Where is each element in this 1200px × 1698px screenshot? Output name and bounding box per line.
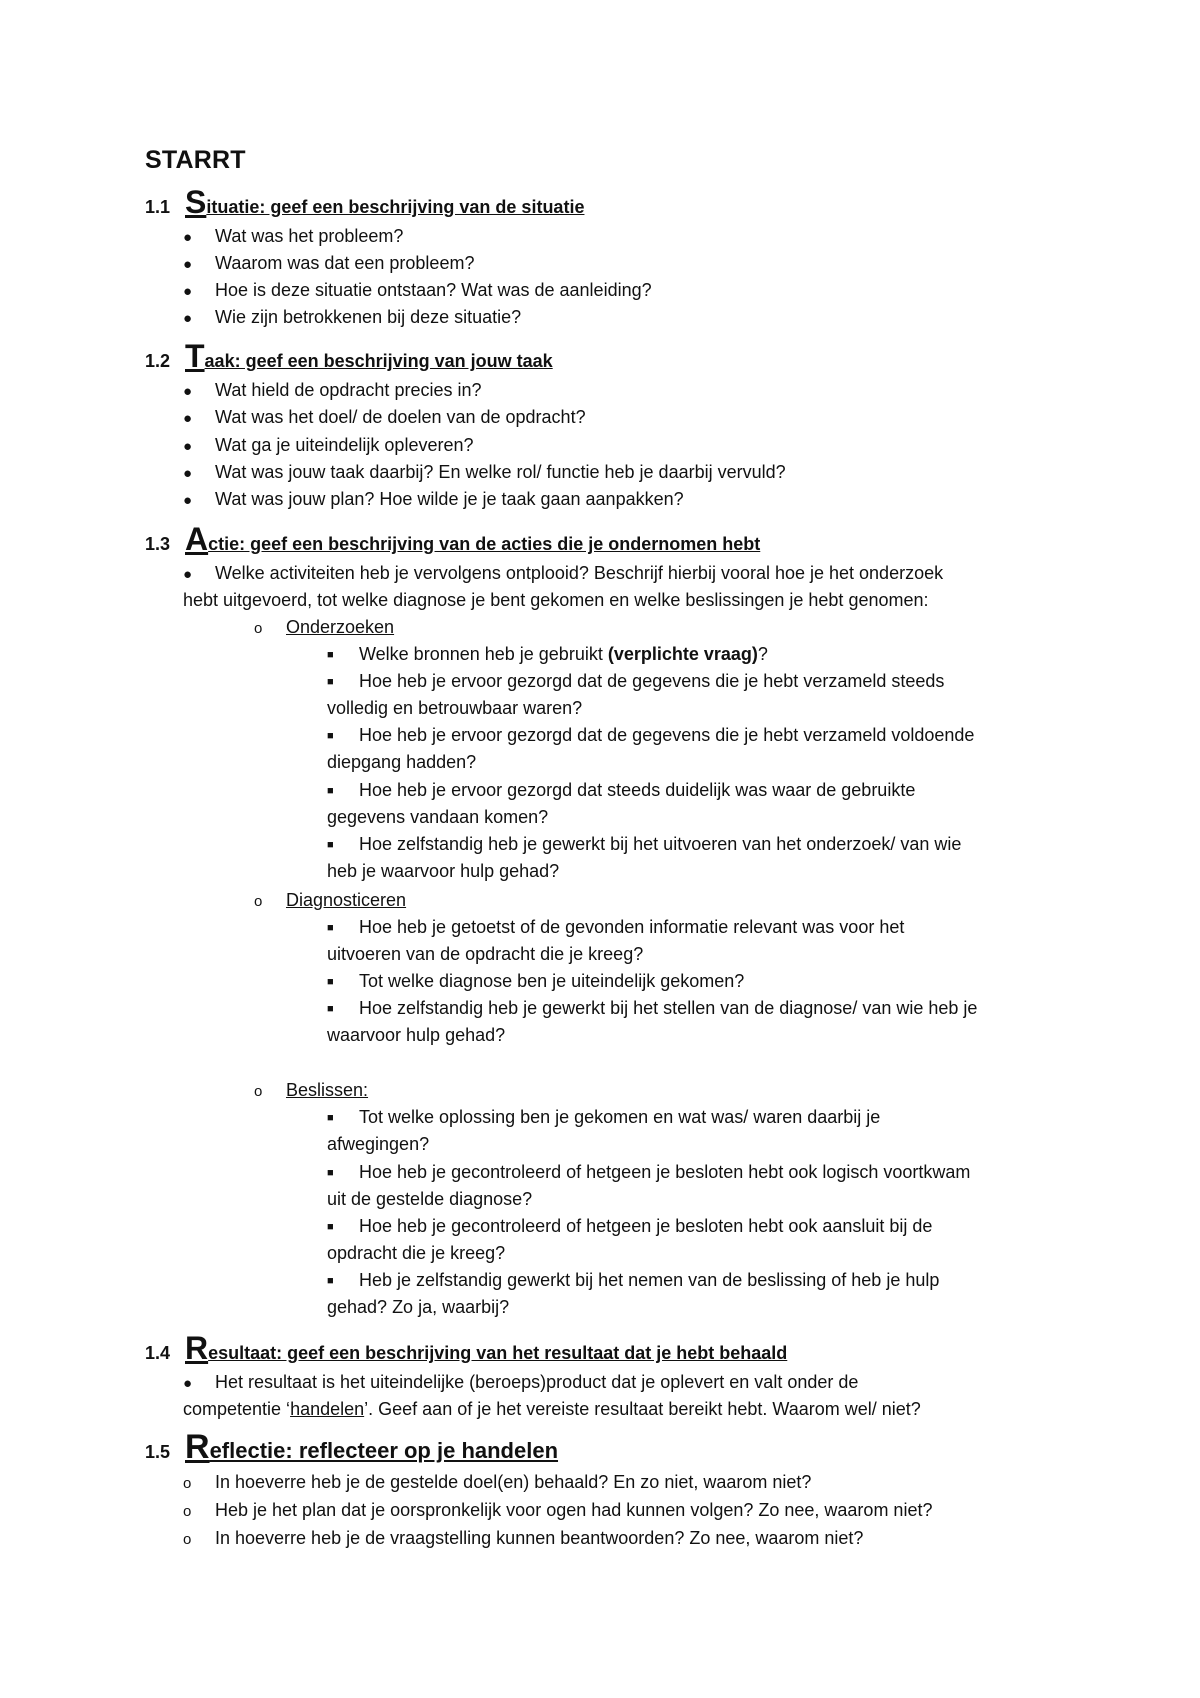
list-item: ● Wat was jouw plan? Hoe wilde je je taak gaan aanpakken? (183, 488, 684, 512)
heading-text: ctie: geef een beschrijving van de acties die je ondernomen hebt (208, 534, 761, 554)
heading-initial: R (185, 1428, 210, 1466)
list-item: ■ Hoe zelfstandig heb je gewerkt bij het stellen van de diagnose/ van wie heb je (327, 998, 978, 1018)
square-bullet-icon: ■ (327, 1275, 334, 1287)
square-bullet-icon: ■ (327, 839, 334, 851)
list-item-continuation: gehad? Zo ja, waarbij? (327, 1297, 510, 1317)
square-bullet-icon: ■ (327, 676, 334, 688)
list-item: ■ Tot welke oplossing ben je gekomen en wat was/ waren daarbij je (327, 1107, 881, 1127)
list-item: ■ Hoe heb je ervoor gezorgd dat steeds duidelijk was waar de gebruikte (327, 780, 916, 800)
list-item: ■ Hoe heb je ervoor gezorgd dat de gegevens die je hebt verzameld voldoende (327, 725, 975, 745)
circle-bullet-icon: o (254, 620, 263, 637)
list-item: o In hoeverre heb je de vraagstelling kunnen beantwoorden? Zo nee, waarom niet? (183, 1527, 863, 1551)
heading-taak (145, 340, 553, 372)
list-item: ■ Hoe heb je gecontroleerd of hetgeen je besloten hebt ook logisch voortkwam (327, 1162, 971, 1182)
list-item-continuation: gegevens vandaan komen? (327, 807, 549, 827)
bullet-icon: ● (183, 566, 193, 583)
list-item-continuation: opdracht die je kreeg? (327, 1243, 506, 1263)
list-item: o Heb je het plan dat je oorspronkelijk voor ogen had kunnen volgen? Zo nee, waarom niet? (183, 1499, 932, 1523)
list-item-continuation: afwegingen? (327, 1134, 430, 1154)
sublist-heading: o Onderzoeken (254, 616, 394, 640)
heading-actie (145, 523, 760, 555)
list-item: ■ Welke bronnen heb je gebruikt (verplichte vraag)? (327, 644, 768, 664)
square-bullet-icon: ■ (327, 649, 334, 661)
list-item: ■ Hoe zelfstandig heb je gewerkt bij het uitvoeren van het onderzoek/ van wie (327, 834, 962, 854)
square-bullet-icon: ■ (327, 1112, 334, 1124)
bullet-icon: ● (183, 283, 193, 300)
list-item: ■ Hoe heb je getoetst of de gevonden informatie relevant was voor het (327, 917, 905, 937)
bullet-icon: ● (183, 383, 193, 400)
heading-initial: S (185, 184, 207, 220)
list-item: ● Wie zijn betrokkenen bij deze situatie? (183, 306, 521, 330)
list-item-continuation: uitvoeren van de opdracht die je kreeg? (327, 944, 644, 964)
circle-bullet-icon: o (183, 1503, 192, 1520)
section-number: 1.3 (145, 534, 171, 554)
paragraph-line: competentie ‘handelen’. Geef aan of je het vereiste resultaat bereikt hebt. Waarom wel/ niet? (183, 1399, 921, 1419)
square-bullet-icon: ■ (327, 1221, 334, 1233)
bullet-icon: ● (183, 1375, 193, 1392)
list-item: ■ Hoe heb je gecontroleerd of hetgeen je besloten hebt ook aansluit bij de (327, 1216, 933, 1236)
bullet-icon: ● (183, 310, 193, 327)
circle-bullet-icon: o (254, 893, 263, 910)
heading-reflectie (145, 1430, 558, 1464)
section-number: 1.4 (145, 1343, 171, 1363)
square-bullet-icon: ■ (327, 785, 334, 797)
heading-resultaat (145, 1332, 787, 1364)
square-bullet-icon: ■ (327, 1003, 334, 1015)
heading-initial: A (185, 521, 209, 557)
list-item: ● Wat was jouw taak daarbij? En welke rol/ functie heb je daarbij vervuld? (183, 461, 786, 485)
bullet-icon: ● (183, 229, 193, 246)
bullet-icon: ● (183, 410, 193, 427)
heading-situatie (145, 186, 584, 218)
list-item: o In hoeverre heb je de gestelde doel(en) behaald? En zo niet, waarom niet? (183, 1471, 811, 1495)
heading-text: ituatie: geef een beschrijving van de situatie (206, 197, 585, 217)
section-number: 1.2 (145, 351, 171, 371)
bullet-icon: ● (183, 465, 193, 482)
handelen-link: handelen (290, 1399, 365, 1419)
list-item: ● Wat was het probleem? (183, 225, 403, 249)
list-item-continuation: waarvoor hulp gehad? (327, 1025, 506, 1045)
sublist-heading: o Diagnosticeren (254, 889, 406, 913)
bullet-icon: ● (183, 256, 193, 273)
square-bullet-icon: ■ (327, 1167, 334, 1179)
heading-initial: R (185, 1330, 209, 1366)
list-item-continuation: volledig en betrouwbaar waren? (327, 698, 583, 718)
paragraph-line: hebt uitgevoerd, tot welke diagnose je bent gekomen en welke beslissingen je hebt genomen: (183, 590, 929, 610)
square-bullet-icon: ■ (327, 922, 334, 934)
list-item: ● Wat was het doel/ de doelen van de opdracht? (183, 406, 586, 430)
list-item: ■ Heb je zelfstandig gewerkt bij het nemen van de beslissing of heb je hulp (327, 1270, 940, 1290)
paragraph-line: ● Het resultaat is het uiteindelijke (beroeps)product dat je oplevert en valt onder de (183, 1371, 858, 1395)
circle-bullet-icon: o (183, 1531, 192, 1548)
bullet-icon: ● (183, 492, 193, 509)
document-title: STARRT (145, 146, 246, 174)
square-bullet-icon: ■ (327, 730, 334, 742)
circle-bullet-icon: o (254, 1083, 263, 1100)
list-item-continuation: heb je waarvoor hulp gehad? (327, 861, 560, 881)
list-item: ■ Hoe heb je ervoor gezorgd dat de gegevens die je hebt verzameld steeds (327, 671, 945, 691)
list-item: ● Waarom was dat een probleem? (183, 252, 474, 276)
list-item: ● Wat ga je uiteindelijk opleveren? (183, 434, 474, 458)
square-bullet-icon: ■ (327, 976, 334, 988)
paragraph-line: ● Welke activiteiten heb je vervolgens ontplooid? Beschrijf hierbij vooral hoe je het onderzoek (183, 562, 943, 586)
heading-text: esultaat: geef een beschrijving van het resultaat dat je hebt behaald (208, 1343, 788, 1363)
section-number: 1.5 (145, 1442, 171, 1462)
circle-bullet-icon: o (183, 1475, 192, 1492)
section-number: 1.1 (145, 197, 171, 217)
heading-text: eflectie: reflecteer op je handelen (209, 1438, 559, 1463)
list-item-continuation: uit de gestelde diagnose? (327, 1189, 533, 1209)
heading-text: aak: geef een beschrijving van jouw taak (204, 351, 553, 371)
bullet-icon: ● (183, 438, 193, 455)
list-item: ■ Tot welke diagnose ben je uiteindelijk gekomen? (327, 971, 745, 991)
list-item-continuation: diepgang hadden? (327, 752, 477, 772)
sublist-heading: o Beslissen: (254, 1079, 368, 1103)
list-item: ● Wat hield de opdracht precies in? (183, 379, 481, 403)
list-item: ● Hoe is deze situatie ontstaan? Wat was de aanleiding? (183, 279, 652, 303)
heading-initial: T (185, 338, 205, 374)
